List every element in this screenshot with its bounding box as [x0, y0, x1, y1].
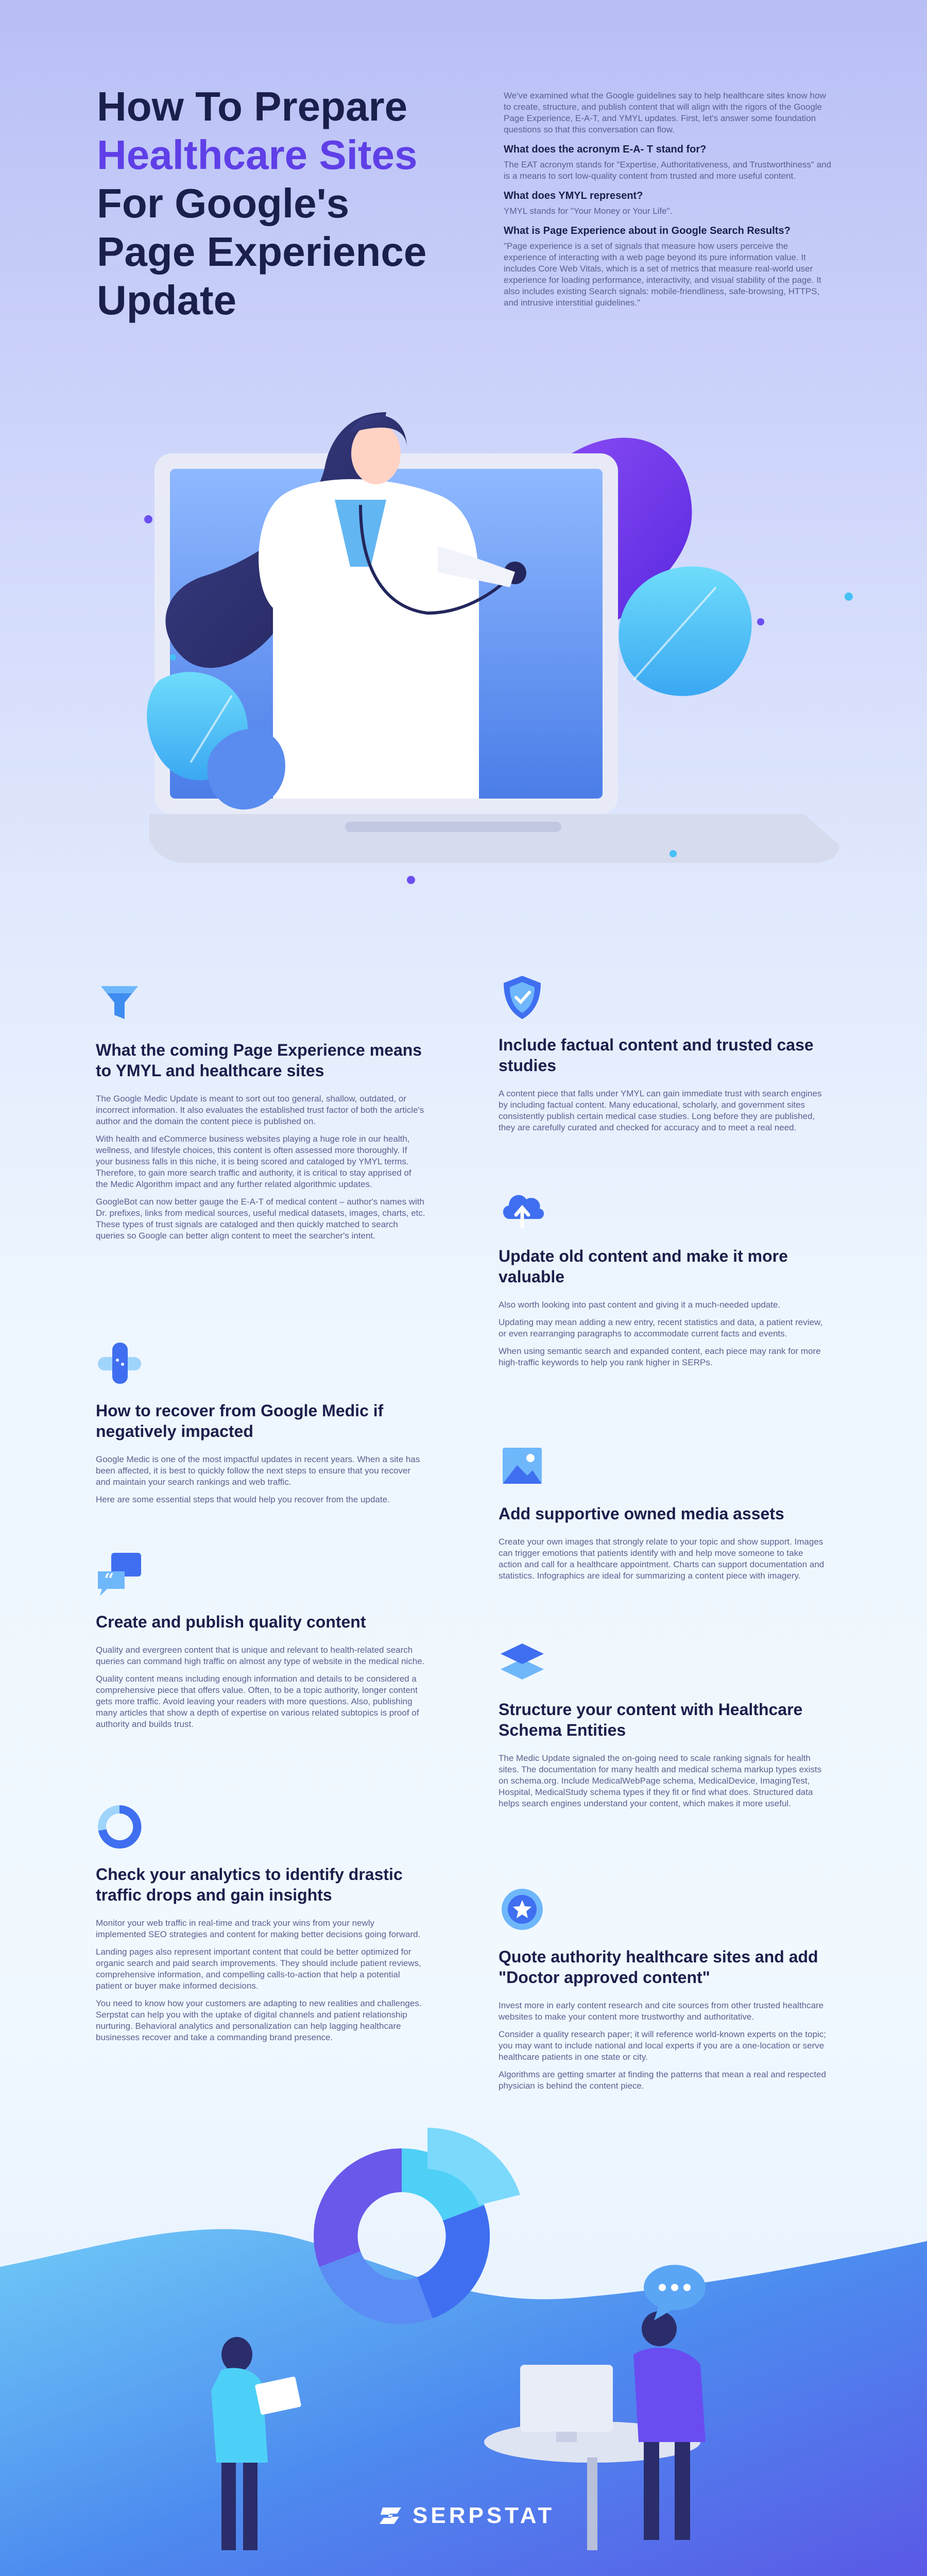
section-quote-authority [499, 1886, 828, 2098]
section-page-experience-ymyl [96, 979, 425, 1248]
serpstat-logo-icon [379, 2505, 404, 2526]
section-paragraph: Monitor your web traffic in real-time and track your wins from your newly implemented SEO strategies and content for making better decisions going forward. [96, 1918, 421, 1939]
image-icon [499, 1443, 546, 1490]
section-paragraph: You need to know how your customers are adapting to new realities and challenges. Serpstat can help you with the uptake of digital channels and patient relationship nurturing. Behavioral analytics and personalization can help lagging healthcare businesses recover and take a commanding brand presence. [96, 1998, 422, 2042]
cloud-upload-icon [499, 1185, 546, 1232]
section-title: Check your analytics to identify drastic traffic drops and gain insights [96, 1865, 403, 1904]
serpstat-logo [379, 2503, 555, 2529]
section-paragraph: Algorithms are getting smarter at finding the patterns that mean a real and respected physician is behind the content piece. [499, 2070, 826, 2091]
decor-dot [670, 850, 677, 857]
svg-text:“: “ [104, 1570, 114, 1590]
brand-name: SERPSTAT [413, 2503, 555, 2528]
section-title: Quote authority healthcare sites and add "Doctor approved content" [499, 1947, 818, 1987]
progress-ring-icon [96, 1803, 143, 1851]
faq-question-eat: What does the acronym E-A- T stand for? [504, 144, 707, 155]
section-paragraph: GoogleBot can now better gauge the E-A-T of medical content – author's names with Dr. prefixes, links from medical sources, useful medical datasets, images, charts, etc. These types of trust signals are cataloged and then quickly matched to search queries so Google can better align content to meet the searcher's intent. [96, 1197, 425, 1241]
section-analytics [96, 1803, 425, 2049]
intro-faq [504, 90, 833, 315]
section-paragraph: Invest more in early content research and cite sources from other trusted healthcare websites to make your content more trustworthy and authoritative. [499, 2001, 824, 2022]
section-paragraph: Create your own images that strongly relate to your topic and show support. Images can trigger emotions that patients identify with and help move someone to take action and call for a healthcare appointment. Charts can support documentation and statistics. Infographics are ideal for summarizing a content piece with imagery. [499, 1537, 825, 1581]
faq-answer-page-experience: "Page experience is a set of signals that measure how users perceive the experience of interacting with a web page beyond its pure information value. It includes Core Web Vitals, which is a set of metrics that measure real-world user experience for loading performance, interactivity, and visual stability of the page. It also includes existing Search signals: mobile-friendliness, safe-browsing, HTTPS, and intrusive interstitial guidelines." [504, 241, 821, 308]
faq-answer-eat: The EAT acronym stands for "Expertise, Authoritativeness, and Trustworthiness" and is a means to sort low-quality content from trusted and more useful content. [504, 160, 832, 181]
decor-dot [170, 654, 176, 660]
section-paragraph: Consider a quality research paper; it will reference world-known experts on the topic; you may want to include national and local experts if you are a one-location or serve healthcare patients in one state or city. [499, 2029, 826, 2062]
title-line-3: For Google's [97, 180, 350, 226]
section-quality-content [96, 1551, 425, 1736]
section-paragraph: A content piece that falls under YMYL can gain immediate trust with search engines by including factual content. Many educational, scholarly, and government sites consistently publish certain medical case studies. Long before they are published, they are carefully curated and checked for accuracy and to meet a real need. [499, 1089, 822, 1132]
section-schema-entities [499, 1638, 828, 1816]
section-paragraph: The Google Medic Update is meant to sort out too general, shallow, outdated, or incorrect information. It also evaluates the established trust factor of both the article's author and the domain the content piece is published on. [96, 1094, 424, 1126]
section-title: Update old content and make it more valuable [499, 1247, 788, 1286]
section-factual-content [499, 974, 828, 1140]
section-title: Structure your content with Healthcare Schema Entities [499, 1700, 803, 1739]
page-title [97, 82, 457, 325]
section-media-assets [499, 1443, 828, 1588]
section-title: What the coming Page Experience means to YMYL and healthcare sites [96, 1041, 422, 1080]
section-title: Add supportive owned media assets [499, 1504, 784, 1523]
bandage-icon [96, 1340, 143, 1387]
badge-star-icon [499, 1886, 546, 1933]
faq-answer-ymyl: YMYL stands for "Your Money or Your Life". [504, 206, 673, 216]
section-paragraph: When using semantic search and expanded content, each piece may rank for more high-traffic keywords to help you rank higher in SERPs. [499, 1346, 821, 1367]
title-line-4: Page Experience [97, 229, 427, 275]
faq-question-ymyl: What does YMYL represent? [504, 190, 643, 201]
hero-doctor-laptop-illustration [118, 392, 860, 917]
decor-dot [845, 592, 853, 601]
funnel-icon [96, 979, 143, 1026]
section-update-old-content [499, 1185, 828, 1375]
section-paragraph: Quality and evergreen content that is unique and relevant to health-related search queries can command high traffic on almost any type of website in the medical niche. [96, 1645, 425, 1666]
section-paragraph: Landing pages also represent important content that could be better optimized for organic search and paid search improvements. They should include patient reviews, comprehensive information, and compelling calls-to-action that help a potential patient or buyer make informed decisions. [96, 1947, 421, 1991]
section-paragraph: The Medic Update signaled the on-going need to scale ranking signals for health sites. The documentation for many health and medical schema markup types exists on schema.org. Include MedicalWebPage schema, MedicalDevice, ImagingTest, Hospital, MedicalStudy schema types if they fit or find what does. Structured data helps search engines understand your content, which makes it more useful. [499, 1753, 822, 1808]
shield-check-icon [499, 974, 546, 1021]
section-paragraph: Here are some essential steps that would help you recover from the update. [96, 1495, 390, 1504]
section-paragraph: Google Medic is one of the most impactful updates in recent years. When a site has been affected, it is best to quickly follow the next steps to ensure that you recover and maintain your search rankings and web traffic. [96, 1454, 420, 1487]
section-recover-medic [96, 1340, 425, 1512]
section-paragraph: Quality content means including enough information and details to be considered a comprehensive piece that offers value. Often, to be a topic authority, longer content gets more traffic. Avoid leaving your readers with more questions. Also, publishing many articles that show a depth of expertise on various related subtopics is proof of authority and builds trust. [96, 1674, 419, 1729]
section-paragraph: With health and eCommerce business websites playing a huge role in our health, wellness, and lifestyle choices, this content is often assessed more thoroughly. If your business falls in this niche, it is being scored and cataloged by YMYL terms. Therefore, to gain more search traffic and authority, it is critical to stay apprised of the Medic Algorithm impact and any further related algorithmic updates. [96, 1134, 411, 1189]
intro-lead: We've examined what the Google guidelines say to help healthcare sites know how to create, structure, and publish content that will align with the rigors of the Google Page Experience, E-A-T, and YMYL updates. First, let's answer some foundation questions so that this conversation can flow. [504, 91, 826, 134]
title-line-5: Update [97, 277, 237, 323]
decor-dot [144, 515, 152, 523]
decor-dot [757, 618, 764, 625]
section-title: Include factual content and trusted case studies [499, 1036, 814, 1075]
quote-bubble-icon [96, 1551, 143, 1598]
layers-icon [499, 1638, 546, 1686]
title-line-1: How To Prepare [97, 83, 408, 129]
faq-question-page-experience: What is Page Experience about in Google Search Results? [504, 225, 791, 236]
section-paragraph: Updating may mean adding a new entry, recent statistics and data, a patient review, or even rearranging paragraphs to accommodate current facts and events. [499, 1317, 823, 1338]
section-title: How to recover from Google Medic if negatively impacted [96, 1401, 384, 1440]
title-line-2: Healthcare Sites [97, 132, 418, 178]
decor-dot [407, 876, 415, 884]
section-title: Create and publish quality content [96, 1613, 366, 1631]
section-paragraph: Also worth looking into past content and giving it a much-needed update. [499, 1300, 781, 1310]
